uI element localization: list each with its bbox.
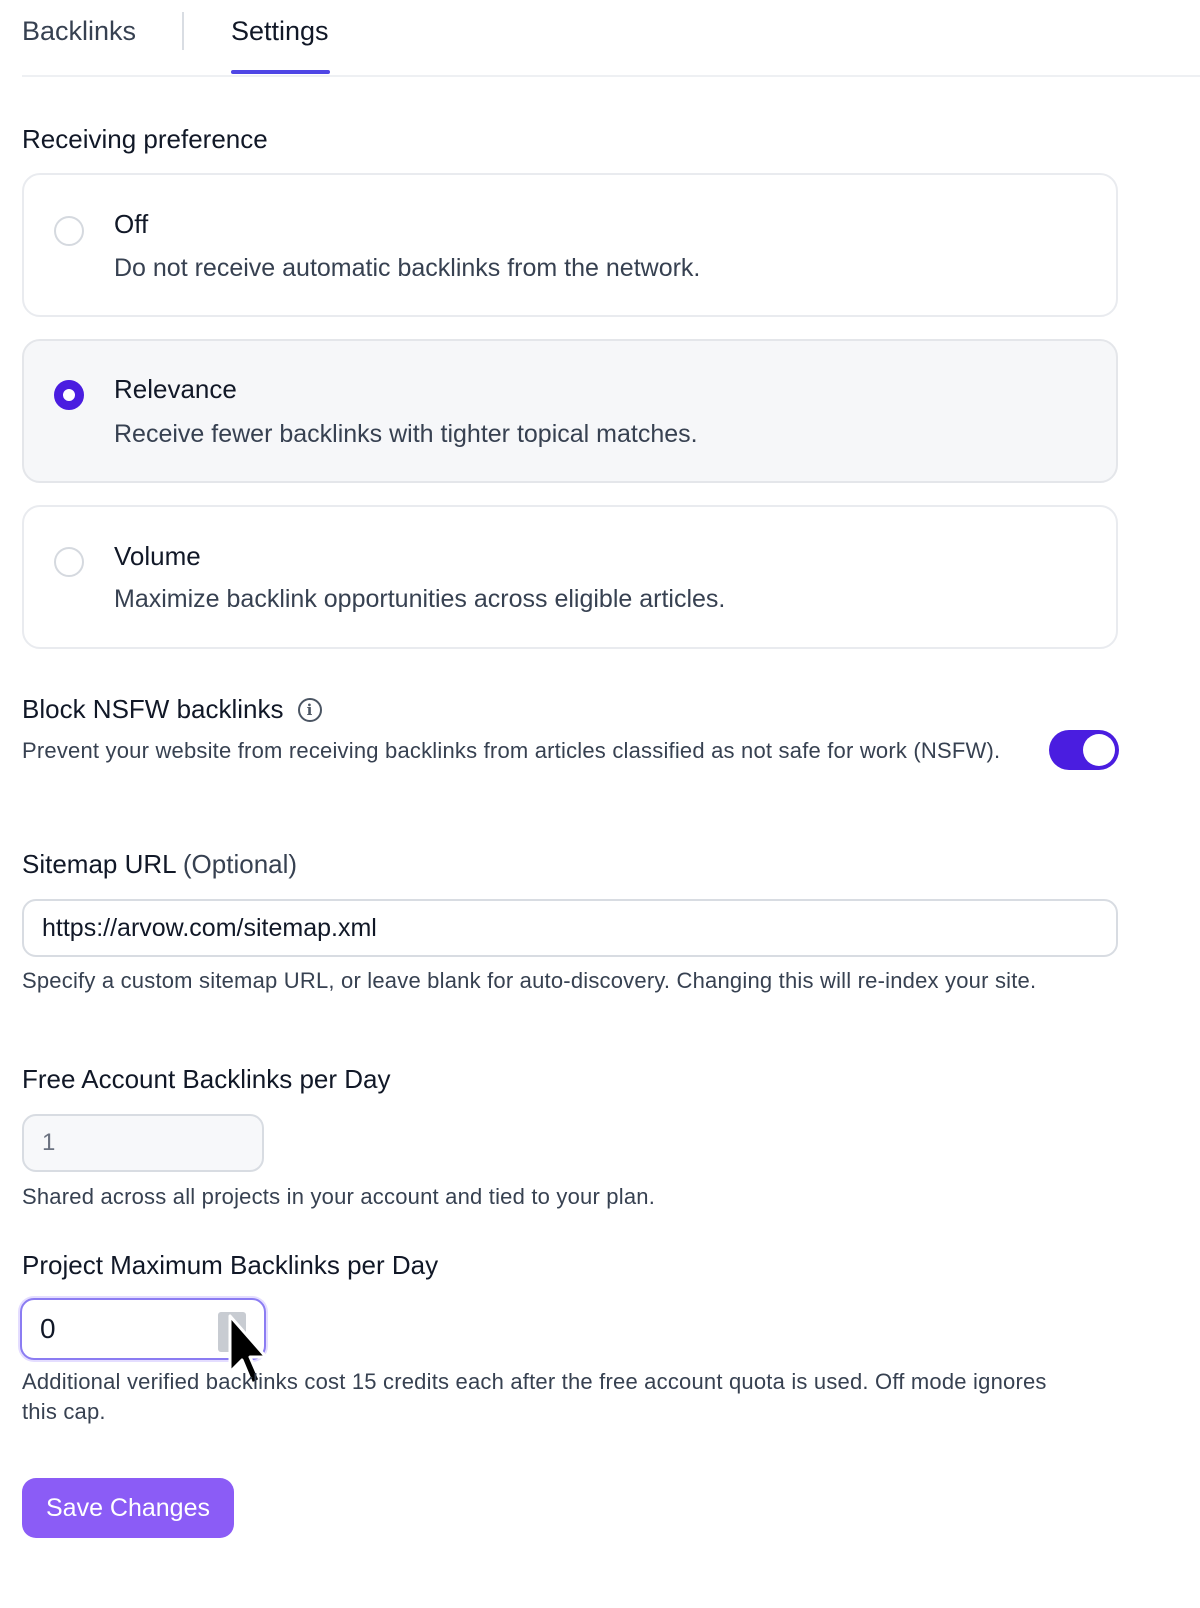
save-changes-button[interactable]: Save Changes — [22, 1478, 234, 1538]
option-title-relevance: Relevance — [114, 374, 237, 404]
nsfw-toggle[interactable] — [1049, 730, 1119, 770]
radio-volume[interactable] — [54, 547, 84, 577]
option-title-off: Off — [114, 209, 149, 239]
active-tab-indicator — [231, 70, 330, 74]
sitemap-help-text: Specify a custom sitemap URL, or leave blank for auto-discovery. Changing this will re-index your site. — [22, 968, 1037, 993]
sitemap-url-input[interactable] — [22, 899, 1118, 957]
option-title-volume: Volume — [114, 541, 201, 571]
toggle-knob — [1083, 734, 1115, 766]
option-desc-volume: Maximize backlink opportunities across eligible articles. — [114, 585, 726, 613]
nsfw-heading — [22, 694, 322, 725]
option-desc-relevance: Receive fewer backlinks with tighter topical matches. — [114, 420, 698, 448]
sitemap-optional-text: (Optional) — [182, 849, 298, 879]
sitemap-label-text: Sitemap URL — [22, 849, 176, 879]
nsfw-description: Prevent your website from receiving backlinks from articles classified as not safe for work (NSFW). — [22, 738, 1001, 763]
option-card-relevance[interactable] — [22, 339, 1118, 483]
option-card-off[interactable] — [22, 173, 1118, 317]
sitemap-label — [22, 849, 297, 880]
nsfw-title: Block NSFW backlinks — [22, 694, 284, 724]
free-account-label: Free Account Backlinks per Day — [22, 1064, 391, 1094]
receiving-preference-label: Receiving preference — [22, 124, 268, 154]
tab-divider — [182, 12, 184, 50]
project-max-help-text: Additional verified backlinks cost 15 credits each after the free account quota is used. Off mode ignores this cap. — [22, 1369, 1047, 1424]
tab-backlinks[interactable]: Backlinks — [22, 16, 137, 46]
project-max-label: Project Maximum Backlinks per Day — [22, 1250, 439, 1280]
radio-off[interactable] — [54, 216, 84, 246]
tab-settings[interactable]: Settings — [231, 16, 329, 46]
option-card-volume[interactable] — [22, 505, 1118, 649]
radio-relevance[interactable] — [54, 380, 84, 410]
tab-bar — [22, 0, 1200, 77]
free-account-help-text: Shared across all projects in your account and tied to your plan. — [22, 1184, 656, 1209]
info-icon[interactable]: i — [298, 698, 322, 722]
free-account-input — [22, 1114, 264, 1172]
option-desc-off: Do not receive automatic backlinks from the network. — [114, 254, 701, 282]
